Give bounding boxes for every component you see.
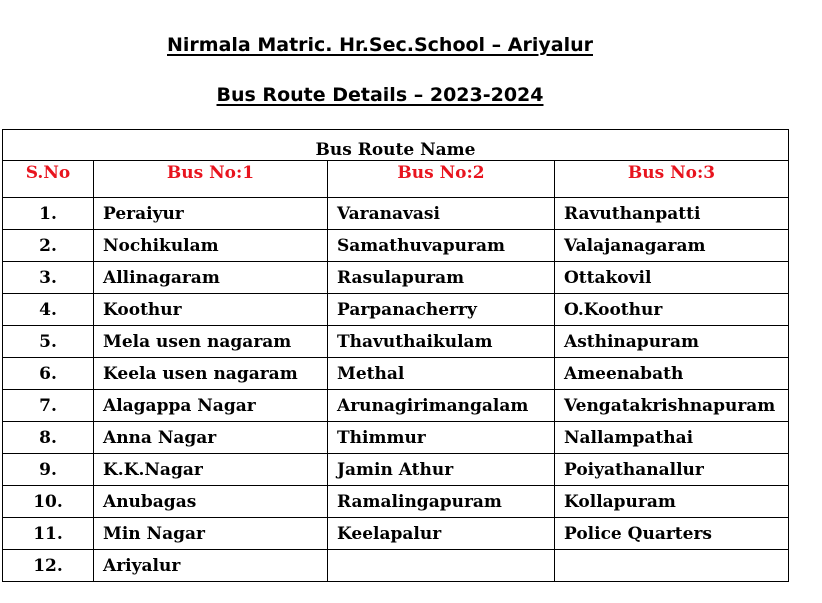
- row-sno-cell: 2.: [3, 230, 94, 262]
- bus-route-table: [2, 129, 789, 582]
- table-row: [3, 294, 789, 326]
- bus2-stop-cell: Methal: [328, 358, 555, 390]
- row-sno-cell: 1.: [3, 198, 94, 230]
- bus1-stop-cell: Anna Nagar: [94, 422, 328, 454]
- row-sno-cell: 6.: [3, 358, 94, 390]
- row-sno-cell: 11.: [3, 518, 94, 550]
- bus1-stop-cell: Ariyalur: [94, 550, 328, 582]
- document-subtitle: Bus Route Details – 2023-2024: [216, 84, 544, 106]
- table-caption-row: [3, 130, 789, 161]
- bus1-stop-cell: Koothur: [94, 294, 328, 326]
- bus1-stop-cell: Min Nagar: [94, 518, 328, 550]
- table-row: [3, 198, 789, 230]
- bus2-stop-cell: Varanavasi: [328, 198, 555, 230]
- table-row: [3, 230, 789, 262]
- bus2-stop-cell: Thavuthaikulam: [328, 326, 555, 358]
- table-row: [3, 326, 789, 358]
- table-row: [3, 390, 789, 422]
- row-sno-cell: 4.: [3, 294, 94, 326]
- table-row: [3, 422, 789, 454]
- bus2-stop-cell: [328, 550, 555, 582]
- bus3-stop-cell: [555, 550, 789, 582]
- bus3-stop-cell: Poiyathanallur: [555, 454, 789, 486]
- bus3-stop-cell: O.Koothur: [555, 294, 789, 326]
- row-sno-cell: 8.: [3, 422, 94, 454]
- bus1-stop-cell: Mela usen nagaram: [94, 326, 328, 358]
- column-header-sno: S.No: [3, 161, 94, 198]
- column-header-bus3: Bus No:3: [555, 161, 789, 198]
- row-sno-cell: 7.: [3, 390, 94, 422]
- bus2-stop-cell: Parpanacherry: [328, 294, 555, 326]
- bus2-stop-cell: Ramalingapuram: [328, 486, 555, 518]
- bus1-stop-cell: Alagappa Nagar: [94, 390, 328, 422]
- bus2-stop-cell: Arunagirimangalam: [328, 390, 555, 422]
- bus1-stop-cell: Nochikulam: [94, 230, 328, 262]
- table-row: [3, 262, 789, 294]
- table-header-row: [3, 161, 789, 198]
- table-row: [3, 550, 789, 582]
- bus2-stop-cell: Rasulapuram: [328, 262, 555, 294]
- table-row: [3, 358, 789, 390]
- row-sno-cell: 9.: [3, 454, 94, 486]
- table-row: [3, 518, 789, 550]
- bus1-stop-cell: Anubagas: [94, 486, 328, 518]
- bus1-stop-cell: K.K.Nagar: [94, 454, 328, 486]
- bus3-stop-cell: Police Quarters: [555, 518, 789, 550]
- table-body: [3, 198, 789, 582]
- column-header-bus1: Bus No:1: [94, 161, 328, 198]
- bus2-stop-cell: Thimmur: [328, 422, 555, 454]
- bus3-stop-cell: Valajanagaram: [555, 230, 789, 262]
- table-row: [3, 454, 789, 486]
- row-sno-cell: 3.: [3, 262, 94, 294]
- bus1-stop-cell: Keela usen nagaram: [94, 358, 328, 390]
- bus2-stop-cell: Jamin Athur: [328, 454, 555, 486]
- bus3-stop-cell: Kollapuram: [555, 486, 789, 518]
- bus2-stop-cell: Samathuvapuram: [328, 230, 555, 262]
- table-row: [3, 486, 789, 518]
- row-sno-cell: 10.: [3, 486, 94, 518]
- table-caption: Bus Route Name: [3, 130, 789, 161]
- bus3-stop-cell: Asthinapuram: [555, 326, 789, 358]
- bus3-stop-cell: Ottakovil: [555, 262, 789, 294]
- bus1-stop-cell: Allinagaram: [94, 262, 328, 294]
- bus3-stop-cell: Nallampathai: [555, 422, 789, 454]
- bus1-stop-cell: Peraiyur: [94, 198, 328, 230]
- bus2-stop-cell: Keelapalur: [328, 518, 555, 550]
- row-sno-cell: 5.: [3, 326, 94, 358]
- school-title: Nirmala Matric. Hr.Sec.School – Ariyalur: [167, 34, 593, 56]
- bus3-stop-cell: Ravuthanpatti: [555, 198, 789, 230]
- bus3-stop-cell: Vengatakrishnapuram: [555, 390, 789, 422]
- bus3-stop-cell: Ameenabath: [555, 358, 789, 390]
- row-sno-cell: 12.: [3, 550, 94, 582]
- column-header-bus2: Bus No:2: [328, 161, 555, 198]
